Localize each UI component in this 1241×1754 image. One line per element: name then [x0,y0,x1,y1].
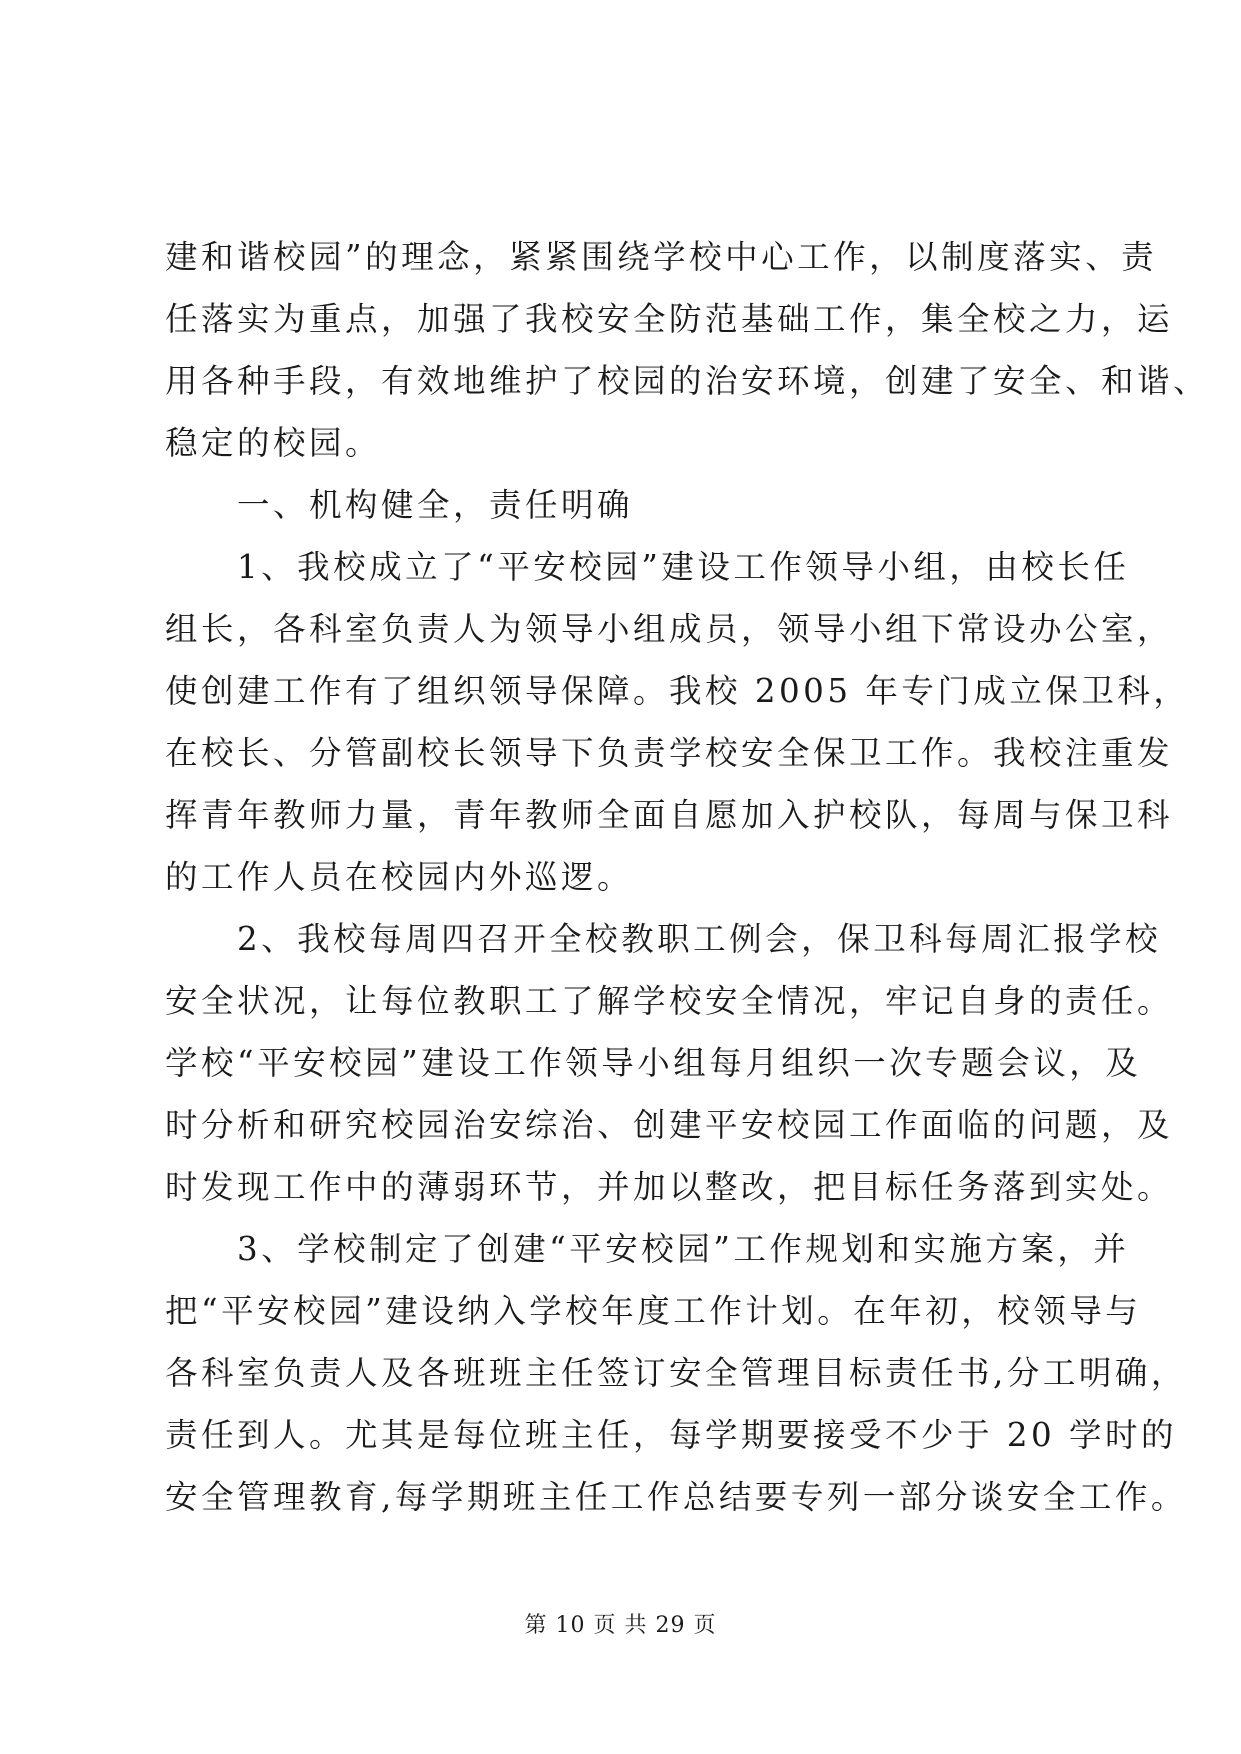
text-line: 挥青年教师力量，青年教师全面自愿加入护校队，每周与保卫科 [165,796,1174,834]
page-number-footer: 第 10 页 共 29 页 [524,1613,717,1638]
text-line: 用各种手段，有效地维护了校园的治安环境，创建了安全、和谐、 [165,362,1210,400]
text-line: 稳定的校园。 [165,424,382,462]
text-line: 时发现工作中的薄弱环节，并加以整改，把目标任务落到实处。 [165,1168,1174,1206]
text-line: 各科室负责人及各班班主任签订安全管理目标责任书,分工明确， [165,1354,1187,1392]
text-line: 的工作人员在校园内外巡逻。 [165,858,634,896]
text-line: 责任到人。尤其是每位班主任，每学期要接受不少于 20 学时的 [165,1416,1178,1454]
document-body [165,226,1210,1528]
text-line: 学校“平安校园”建设工作领导小组每月组织一次专题会议，及 [165,1044,1142,1082]
text-line: 建和谐校园”的理念，紧紧围绕学校中心工作，以制度落实、责 [165,238,1158,276]
text-line: 把“平安校园”建设纳入学校年度工作计划。在年初，校领导与 [165,1292,1142,1330]
text-line: 在校长、分管副校长领导下负责学校安全保卫工作。我校注重发 [165,734,1174,772]
text-line: 1、我校成立了“平安校园”建设工作领导小组，由校长任 [165,548,1130,586]
text-line: 安全管理教育,每学期班主任工作总结要专列一部分谈安全工作。 [165,1478,1187,1516]
text-line: 3、学校制定了创建“平安校园”工作规划和实施方案，并 [165,1230,1130,1268]
text-line: 安全状况，让每位教职工了解学校安全情况，牢记自身的责任。 [165,982,1174,1020]
section-heading: 一、机构健全，责任明确 [165,486,634,524]
text-line: 组长，各科室负责人为领导小组成员，领导小组下常设办公室， [165,610,1174,648]
text-line: 使创建工作有了组织领导保障。我校 2005 年专门成立保卫科， [165,672,1190,710]
text-line: 任落实为重点，加强了我校安全防范基础工作，集全校之力，运 [165,300,1174,338]
text-line: 时分析和研究校园治安综治、创建平安校园工作面临的问题，及 [165,1106,1174,1144]
text-line: 2、我校每周四召开全校教职工例会，保卫科每周汇报学校 [165,920,1162,958]
